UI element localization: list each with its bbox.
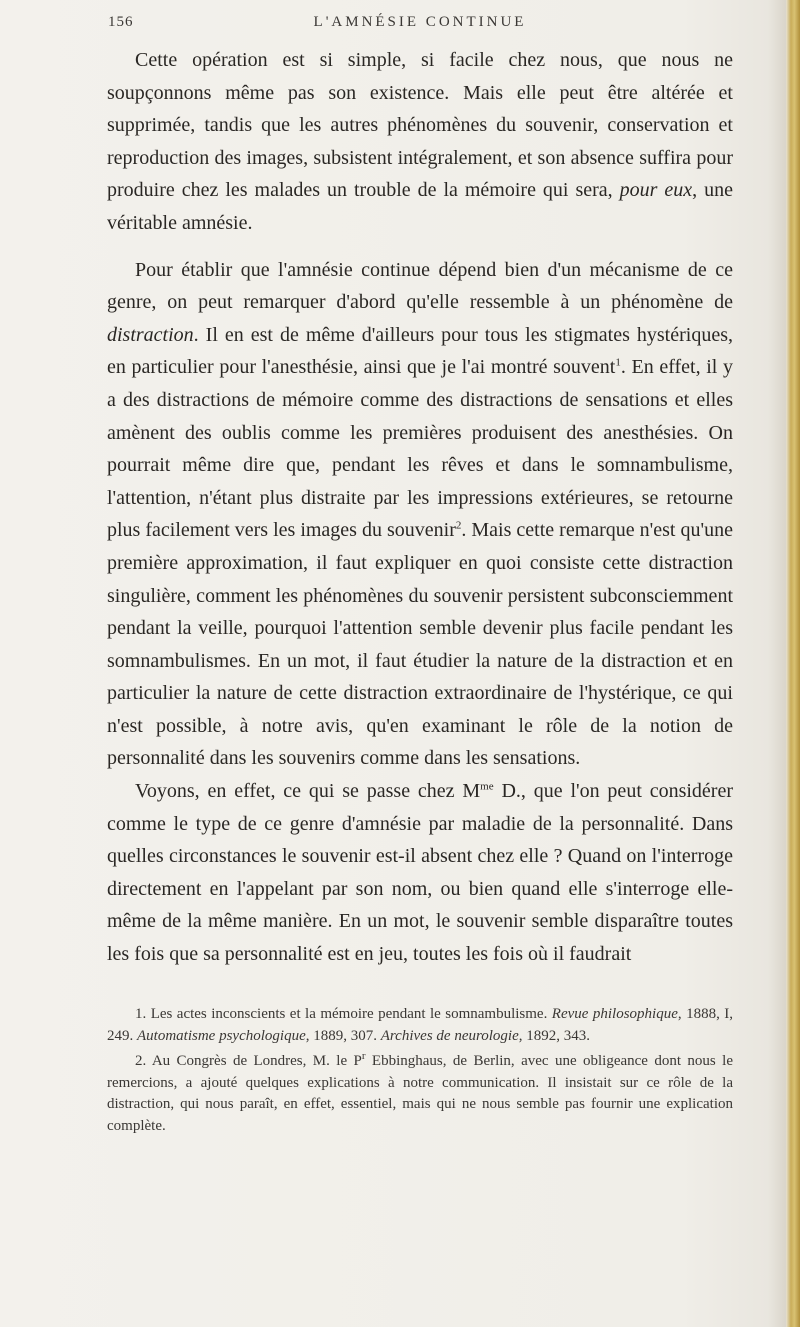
page-edge — [786, 0, 800, 1327]
italic-run: Archives de neurologie — [380, 1027, 519, 1044]
text-run: . Il en est de même d'ailleurs pour tous les stigmates hystériques, en particulier pour l'anesthésie, ainsi que je l'ai montré souvent — [107, 323, 733, 379]
footnote-ref[interactable]: 2 — [455, 519, 462, 532]
text-run: Ebbinghaus, de Berlin, avec une obligeance dont nous le remercions, a ajouté quelques explications à notre communication. Il insistait sur ce rôle de la distraction, qui nous paraît, en effet, essentiel, mais qui ne nous semble pas fournir une explication complète. — [107, 1053, 733, 1134]
footnote — [107, 1004, 733, 1047]
superscript: me — [480, 780, 494, 793]
main-text — [107, 44, 733, 971]
running-title: L'AMNÉSIE CONTINUE — [313, 14, 527, 30]
text-run: 2. Au Congrès de Londres, M. le P — [135, 1053, 362, 1069]
italic-run: Revue philosophique — [551, 1006, 678, 1022]
superscript: r — [361, 1050, 366, 1062]
text-run: . Mais cette remarque n'est qu'une première approximation, il faut expliquer en quoi consiste cette distraction singulière, comment les phénomènes du souvenir persistent subconsciemment pendant la veille, pourquoi l'attention semble devenir plus facile pendant les somnambulismes. En un mot, il faut étudier la nature de la distraction et en particulier la nature de cette distraction extraordinaire de l'hystérique, ce qui n'est possible, à notre avis, qu'en examinant le rôle de la notion de personnalité dans les souvenirs comme dans les sensations. — [107, 519, 733, 770]
paragraph — [107, 254, 733, 776]
paragraph — [107, 44, 733, 240]
text-run: D., que l'on peut considérer comme le type de ce genre d'amnésie par maladie de la personnalité. Dans quelles circonstances le souvenir est-il absent chez elle ? Quand on l'interroge directement en l'appelant par son nom, ou bien quand elle s'interroge elle-même de la même manière. En un mot, le souvenir semble disparaître toutes les fois que sa personnalité est en jeu, toutes les fois où il faudrait — [107, 780, 733, 966]
text-run: Pour établir que l'amnésie continue dépend bien d'un mécanisme de ce genre, on peut remarquer d'abord qu'elle ressemble à un phénomène de — [107, 258, 733, 314]
text-run: , 1888, I, 249. — [107, 1006, 734, 1044]
paragraph — [107, 775, 733, 971]
italic-run: distraction — [107, 323, 194, 346]
text-run: Cette opération est si simple, si facile chez nous, que nous ne soupçonnons même pas son existence. Mais elle peut être altérée et supprimée, tandis que les autres phénomènes du souvenir, conservation et reproduction des images, subsistent intégralement, et son absence suffira pour produire chez les malades un trouble de la mémoire qui sera, — [107, 49, 733, 202]
text-run: , une véritable amnésie. — [107, 179, 733, 234]
italic-run: pour eux — [619, 179, 693, 202]
italic-run: Automatisme psychologique — [137, 1027, 306, 1044]
text-run: , 1892, 343. — [518, 1027, 590, 1044]
text-run: , 1889, 307. — [305, 1027, 381, 1044]
text-run: Voyons, en effet, ce qui se passe chez M — [135, 780, 481, 803]
footnote-ref[interactable]: 1 — [615, 356, 621, 369]
footnotes — [107, 1004, 733, 1141]
footnote — [107, 1051, 733, 1137]
text-run: 1. Les actes inconscients et la mémoire pendant le somnambulisme. — [135, 1006, 552, 1022]
text-run: . En effet, il y a des distractions de mémoire comme des distractions de sensations et elles amènent des oublis comme les premières produisent des anesthésies. On pourrait même dire que, pendant les rêves et dans le somnambulisme, l'attention, n'étant plus distraite par les impressions extérieures, se retourne plus facilement vers les images du souvenir — [107, 356, 733, 542]
page-number: 156 — [108, 14, 134, 30]
